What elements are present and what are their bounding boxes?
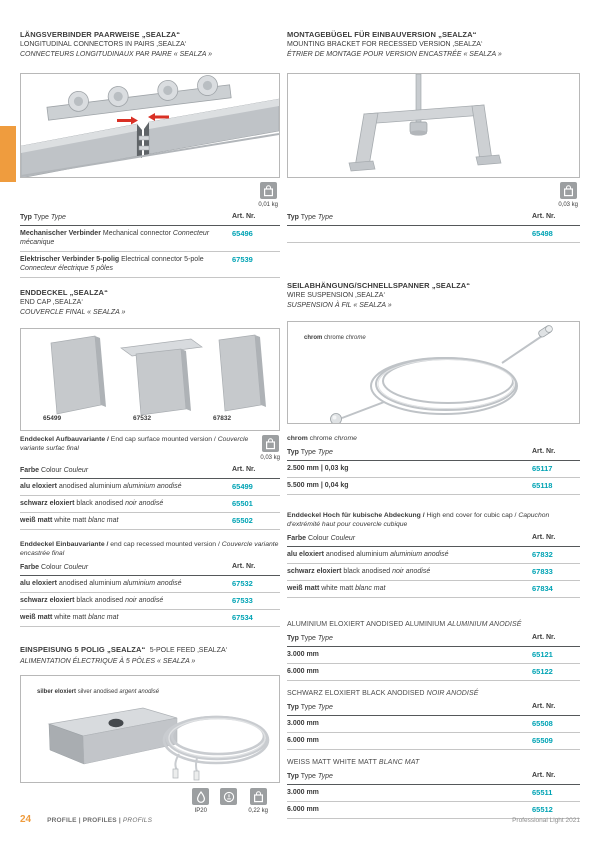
row-fr: blanc mat [88, 614, 119, 621]
type-header-de: Typ [287, 773, 299, 780]
weight-stack [258, 182, 278, 209]
section-longitudinal-connectors [20, 30, 280, 278]
weight-stack [558, 182, 578, 209]
row-en: Mechanical connector [102, 230, 171, 237]
caption-fr: Couvercle variante encastrée final [20, 541, 279, 557]
section-title [287, 30, 580, 60]
art-header: Art. Nr. [532, 213, 556, 220]
type-cell: 2.500 mm | 0,03 kg [287, 465, 349, 472]
footer-section-label [47, 817, 152, 824]
weight-value: 0,01 kg [258, 202, 278, 208]
bracket-drawing [288, 74, 579, 177]
table-header [287, 632, 580, 647]
title-de: EINSPEISUNG 5 POLIG „SEALZA“ [20, 645, 146, 654]
recessed-endcap-table [20, 561, 280, 627]
colour-header-en: Colour [308, 535, 329, 542]
table-row [287, 664, 580, 681]
endcap-label: 67832 [213, 415, 232, 422]
art-header: Art. Nr. [532, 634, 556, 641]
feed-product-image [20, 675, 280, 783]
section-title [20, 639, 280, 667]
suspension-table [287, 446, 580, 495]
high-cover-caption [287, 511, 580, 529]
article-number: 67833 [532, 567, 553, 576]
table-row [287, 478, 580, 495]
footer-section-en: PROFILES | [82, 817, 121, 824]
table-row [20, 252, 280, 278]
section-end-caps [20, 288, 280, 627]
type-cell [20, 255, 232, 273]
colour-header [287, 534, 532, 543]
article-number: 65496 [232, 229, 253, 238]
caption-en: ANODISED ALUMINIUM [366, 621, 446, 628]
variant-caption-white [287, 758, 580, 767]
art-header: Art. Nr. [532, 772, 556, 779]
colour-header-de: Farbe [20, 564, 40, 571]
caption-en: chrome [309, 435, 333, 442]
art-header: Art. Nr. [532, 448, 556, 455]
weight-info [287, 182, 578, 209]
type-header-de: Typ [287, 214, 299, 221]
article-number: 67832 [532, 550, 553, 559]
caption-de: chrom [287, 435, 308, 442]
row-de: weiß matt [287, 585, 320, 592]
table-header [287, 211, 580, 226]
suspension-product-image [287, 321, 580, 424]
aluminium-table [287, 632, 580, 681]
caption-fr: ALUMINIUM ANODISÉ [447, 621, 522, 628]
ip-rating-stack [192, 788, 209, 815]
row-de: Elektrischer Verbinder 5-polig [20, 256, 120, 263]
article-number: 65511 [532, 788, 553, 797]
row-de: weiß matt [20, 517, 53, 524]
type-header-de: Typ [287, 635, 299, 642]
colour-cell [20, 499, 232, 508]
type-header [20, 213, 232, 222]
row-fr: aluminium anodisé [123, 580, 182, 587]
type-header-fr: Type [317, 704, 333, 711]
catalog-edition: Professional Light 2021 [512, 817, 580, 824]
colour-header-fr: Couleur [63, 564, 89, 571]
table-row [20, 513, 280, 530]
caption-fr: NOIR ANODISÉ [426, 690, 479, 697]
suspension-image-caption [304, 334, 366, 342]
title-de: LÄNGSVERBINDER PAARWEISE „SEALZA“ [20, 30, 181, 39]
type-cell: 6.000 mm [287, 737, 319, 744]
caption-en: chrome [324, 335, 345, 341]
row-en: black anodised [76, 500, 124, 507]
feed-spec-icons [20, 788, 280, 815]
caption-en: High end cover for cubic cap / [426, 512, 517, 519]
article-number: 65499 [232, 482, 253, 491]
caption-fr: BLANC MAT [378, 759, 420, 766]
table-header [287, 770, 580, 785]
endcap-product-image [20, 328, 280, 431]
high-cover-table [287, 532, 580, 598]
row-fr: Connecteur électrique 5 pôles [20, 265, 114, 272]
row-fr: Connecteur mécanique [20, 230, 210, 246]
table-header [287, 532, 580, 547]
caption-de: Enddeckel Aufbauvariante / [20, 436, 109, 443]
row-de: alu eloxiert [287, 551, 324, 558]
title-en: 5-POLE FEED ‚SEALZA‘ [149, 647, 228, 654]
row-fr: blanc mat [88, 517, 119, 524]
table-row [287, 564, 580, 581]
table-row [287, 647, 580, 664]
row-fr: aluminium anodisé [390, 551, 449, 558]
left-column [20, 30, 280, 815]
bracket-table [287, 211, 580, 243]
type-cell [20, 229, 232, 247]
type-header-en: Type [300, 773, 316, 780]
type-cell: 3.000 mm [287, 789, 319, 796]
bracket-product-image [287, 73, 580, 178]
table-header [20, 561, 280, 576]
surface-endcap-table [20, 464, 280, 530]
endcap-label: 65499 [43, 415, 62, 422]
colour-cell [20, 516, 232, 525]
weight-value: 0,03 kg [260, 455, 280, 461]
article-number: 67532 [232, 579, 253, 588]
table-header [20, 211, 280, 226]
connector-table [20, 211, 280, 278]
row-fr: noir anodisé [125, 597, 164, 604]
type-header-fr: Type [50, 214, 66, 221]
type-header-fr: Type [317, 449, 333, 456]
protection-class-stack [220, 788, 237, 815]
row-en: Electrical connector 5-pole [121, 256, 204, 263]
title-de: ENDDECKEL „SEALZA“ [20, 288, 108, 297]
table-row [20, 496, 280, 513]
row-fr: aluminium anodisé [123, 483, 182, 490]
title-fr: COUVERCLE FINAL « SEALZA » [20, 309, 126, 316]
colour-header-fr: Couleur [63, 467, 89, 474]
row-de: alu eloxiert [20, 483, 57, 490]
article-number: 65498 [532, 229, 553, 238]
feed-image-caption [37, 688, 159, 696]
weight-value: 0,22 kg [248, 808, 268, 814]
table-row [20, 593, 280, 610]
row-fr: blanc mat [355, 585, 386, 592]
caption-de: chrom [304, 335, 323, 341]
row-en: anodised aluminium [58, 580, 122, 587]
right-column [287, 30, 580, 819]
colour-header-de: Farbe [287, 535, 307, 542]
table-row [287, 581, 580, 598]
page-number: 24 [20, 814, 32, 825]
type-header-en: Type [300, 214, 316, 221]
caption-de: SCHWARZ ELOXIERT [287, 690, 361, 697]
type-header [287, 634, 532, 643]
title-fr: ÉTRIER DE MONTAGE POUR VERSION ENCASTRÉE « SEALZA » [287, 51, 502, 58]
title-de: SEILABHÄNGUNG/SCHNELLSPANNER „SEALZA“ [287, 281, 471, 290]
ip-rating-value: IP20 [194, 808, 207, 814]
table-row [287, 733, 580, 750]
row-de: weiß matt [20, 614, 53, 621]
caption-weight-row [20, 435, 280, 462]
table-row [287, 785, 580, 802]
black-table [287, 701, 580, 750]
colour-header-fr: Couleur [330, 535, 356, 542]
recessed-caption [20, 540, 280, 558]
art-header: Art. Nr. [532, 534, 556, 541]
type-cell: 3.000 mm [287, 720, 319, 727]
title-en: MOUNTING BRACKET FOR RECESSED VERSION ‚SEALZA‘ [287, 41, 483, 48]
chrom-caption [287, 434, 580, 443]
section-mounting-bracket [287, 30, 580, 243]
caption-fr: chrome [345, 335, 366, 341]
caption-de: Enddeckel Hoch für kubische Abdeckung / [287, 512, 425, 519]
type-header-fr: Type [317, 635, 333, 642]
table-header [287, 701, 580, 716]
table-row [287, 226, 580, 243]
title-de: MONTAGEBÜGEL FÜR EINBAUVERSION „SEALZA“ [287, 30, 477, 39]
title-en: WIRE SUSPENSION ‚SEALZA‘ [287, 292, 386, 299]
type-cell: 6.000 mm [287, 806, 319, 813]
connector-drawing [21, 74, 279, 177]
article-number: 65509 [532, 736, 553, 745]
weight-icon [262, 435, 279, 452]
white-table [287, 770, 580, 819]
caption-de: Enddeckel Einbauvariante / [20, 541, 109, 548]
protection-class-icon [220, 788, 237, 805]
colour-header-en: Colour [41, 467, 62, 474]
colour-header-en: Colour [41, 564, 62, 571]
type-header [287, 772, 532, 781]
row-fr: noir anodisé [392, 568, 431, 575]
type-cell: 3.000 mm [287, 651, 319, 658]
article-number: 65117 [532, 464, 553, 473]
table-header [20, 464, 280, 479]
variant-caption-aluminium [287, 620, 580, 629]
type-header-de: Typ [287, 449, 299, 456]
title-fr: SUSPENSION À FIL « SEALZA » [287, 302, 392, 309]
surface-caption [20, 435, 249, 453]
row-en: black anodised [343, 568, 391, 575]
article-number: 67834 [532, 584, 553, 593]
art-header: Art. Nr. [232, 563, 256, 570]
article-number: 65118 [532, 481, 553, 490]
table-row [287, 547, 580, 564]
article-number: 65508 [532, 719, 553, 728]
colour-cell [20, 613, 232, 622]
footer-section-fr: PROFILS [122, 817, 153, 824]
colour-cell [287, 550, 532, 559]
weight-info [20, 182, 278, 209]
table-row [287, 461, 580, 478]
colour-header [20, 563, 232, 572]
endcap-label: 67532 [133, 415, 152, 422]
type-header-en: Type [300, 449, 316, 456]
caption-en: end cap recessed mounted version / [110, 541, 220, 548]
caption-de: ALUMINIUM ELOXIERT [287, 621, 365, 628]
weight-stack [248, 788, 268, 815]
article-number: 67533 [232, 596, 253, 605]
table-row [20, 226, 280, 252]
row-de: schwarz eloxiert [20, 500, 75, 507]
type-header-de: Typ [287, 704, 299, 711]
art-header: Art. Nr. [532, 703, 556, 710]
caption-en: End cap surface mounted version / [110, 436, 216, 443]
variant-caption-black [287, 689, 580, 698]
section-wire-suspension [287, 281, 580, 598]
row-de: schwarz eloxiert [20, 597, 75, 604]
chapter-tab-marker [0, 126, 16, 182]
caption-fr: argent anodisé [119, 689, 160, 695]
weight-icon [560, 182, 577, 199]
type-header [287, 703, 532, 712]
type-cell: 6.000 mm [287, 668, 319, 675]
caption-de: WEISS MATT [287, 759, 331, 766]
caption-fr: Capuchon d'extrémité haut pour couvercle cubique [287, 512, 550, 528]
article-number: 65122 [532, 667, 553, 676]
section-title [20, 288, 280, 318]
section-title [20, 30, 280, 60]
section-5-pole-feed [20, 639, 280, 815]
article-number: 65121 [532, 650, 553, 659]
art-header: Art. Nr. [232, 466, 256, 473]
art-header: Art. Nr. [232, 213, 256, 220]
caption-fr: chrome [334, 435, 357, 442]
article-number: 67539 [232, 255, 253, 264]
type-header-en: Type [300, 635, 316, 642]
row-en: black anodised [76, 597, 124, 604]
row-en: white matt [54, 517, 87, 524]
page-footer [0, 814, 600, 825]
title-en: END CAP ‚SEALZA‘ [20, 299, 83, 306]
row-de: Mechanischer Verbinder [20, 230, 101, 237]
footer-section-de: PROFILE | [47, 817, 81, 824]
table-header [287, 446, 580, 461]
article-number: 65502 [232, 516, 253, 525]
table-row [20, 576, 280, 593]
type-header [287, 213, 532, 222]
title-fr: ALIMENTATION ÉLECTRIQUE À 5 PÔLES « SEALZA » [20, 658, 196, 665]
type-header-fr: Type [317, 773, 333, 780]
table-row [20, 610, 280, 627]
colour-cell [20, 579, 232, 588]
weight-stack [260, 435, 280, 462]
colour-header-de: Farbe [20, 467, 40, 474]
colour-cell [287, 567, 532, 576]
title-en: LONGITUDINAL CONNECTORS IN PAIRS ‚SEALZA‘ [20, 41, 187, 48]
caption-en: BLACK ANODISED [362, 690, 425, 697]
ip-rating-icon [192, 788, 209, 805]
caption-de: silber eloxiert [37, 689, 77, 695]
colour-cell [20, 596, 232, 605]
type-header [287, 448, 532, 457]
weight-value: 0,03 kg [558, 202, 578, 208]
weight-icon [260, 182, 277, 199]
caption-fr: Couvercle variante surfac final [20, 436, 249, 452]
type-header-en: Type [33, 214, 49, 221]
title-fr: CONNECTEURS LONGITUDINAUX PAR PAIRE « SEALZA » [20, 51, 213, 58]
row-en: white matt [321, 585, 354, 592]
row-en: anodised aluminium [325, 551, 389, 558]
title-line-1 [20, 639, 280, 657]
row-de: schwarz eloxiert [287, 568, 342, 575]
colour-header [20, 466, 232, 475]
colour-cell [287, 584, 532, 593]
colour-cell [20, 482, 232, 491]
type-cell: 5.500 mm | 0,04 kg [287, 482, 349, 489]
type-header-de: Typ [20, 214, 32, 221]
caption-en: silver anodised [77, 689, 118, 695]
section-profile-variants [287, 620, 580, 819]
row-en: white matt [54, 614, 87, 621]
row-fr: noir anodisé [125, 500, 164, 507]
table-row [20, 479, 280, 496]
article-number: 67534 [232, 613, 253, 622]
type-header-fr: Type [317, 214, 333, 221]
weight-icon [250, 788, 267, 805]
article-number: 65512 [532, 805, 553, 814]
caption-en: WHITE MATT [332, 759, 377, 766]
article-number: 65501 [232, 499, 253, 508]
row-de: alu eloxiert [20, 580, 57, 587]
row-en: anodised aluminium [58, 483, 122, 490]
section-title [287, 281, 580, 311]
type-header-en: Type [300, 704, 316, 711]
table-row [287, 716, 580, 733]
connector-product-image [20, 73, 280, 178]
